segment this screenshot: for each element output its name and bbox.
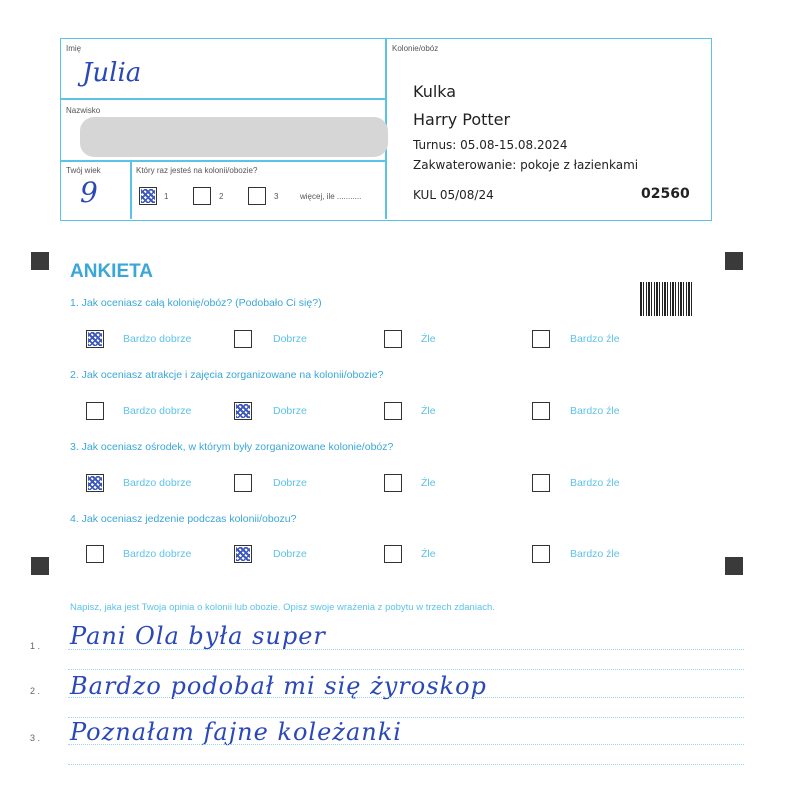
q3-option-bardzo-zle[interactable] bbox=[532, 474, 550, 492]
barcode bbox=[640, 282, 694, 316]
opinion-prompt: Napisz, jaka jest Twoja opinia o kolonii lub obozie. Opisz swoje wrażenia z pobytu w trzech zdaniach. bbox=[70, 602, 495, 613]
option-label: Bardzo źle bbox=[570, 405, 620, 417]
option-label: Dobrze bbox=[273, 477, 307, 489]
age-value[interactable]: 9 bbox=[80, 176, 98, 209]
camp-theme: Harry Potter bbox=[413, 110, 511, 129]
q3-option-bardzo-dobrze[interactable] bbox=[86, 474, 104, 492]
option-label: Bardzo dobrze bbox=[123, 405, 192, 417]
question-4: 4. Jak oceniasz jedzenie podczas kolonii/obozu? bbox=[70, 513, 297, 525]
dotted-line bbox=[68, 669, 744, 670]
q2-option-bardzo-dobrze[interactable] bbox=[86, 402, 104, 420]
surname-redaction bbox=[80, 117, 388, 157]
option-label: Bardzo dobrze bbox=[123, 548, 192, 560]
registration-marker bbox=[31, 557, 49, 575]
survey-title: ANKIETA bbox=[70, 261, 154, 282]
option-label: Bardzo dobrze bbox=[123, 333, 192, 345]
q2-option-zle[interactable] bbox=[384, 402, 402, 420]
question-3: 3. Jak oceniasz ośrodek, w którym były zorganizowane kolonie/obóz? bbox=[70, 441, 394, 453]
times-checkbox-3[interactable] bbox=[248, 187, 266, 205]
form-number: 02560 bbox=[641, 186, 690, 202]
header-col-divider bbox=[130, 160, 132, 219]
q4-option-zle[interactable] bbox=[384, 545, 402, 563]
registration-marker bbox=[725, 557, 743, 575]
name-label: Imię bbox=[66, 44, 82, 53]
q3-option-zle[interactable] bbox=[384, 474, 402, 492]
header-row-divider bbox=[60, 98, 386, 100]
question-2: 2. Jak oceniasz atrakcje i zajęcia zorganizowane na kolonii/obozie? bbox=[70, 369, 384, 381]
q4-option-bardzo-dobrze[interactable] bbox=[86, 545, 104, 563]
header-row-divider bbox=[60, 160, 386, 162]
q1-option-zle[interactable] bbox=[384, 330, 402, 348]
q1-option-bardzo-zle[interactable] bbox=[532, 330, 550, 348]
times-option-label: 2 bbox=[219, 192, 224, 201]
q4-option-dobrze[interactable] bbox=[234, 545, 252, 563]
camp-label: Kolonie/obóz bbox=[392, 44, 439, 53]
option-label: Bardzo źle bbox=[570, 548, 620, 560]
times-option-label: 1 bbox=[164, 192, 169, 201]
surname-label: Nazwisko bbox=[66, 106, 101, 115]
option-label: Bardzo źle bbox=[570, 333, 620, 345]
line-number: 1 . bbox=[30, 641, 41, 651]
times-checkbox-2[interactable] bbox=[193, 187, 211, 205]
times-label: Który raz jesteś na kolonii/obozie? bbox=[136, 166, 258, 175]
option-label: Źle bbox=[421, 405, 436, 417]
name-value[interactable]: Julia bbox=[82, 58, 142, 88]
option-label: Bardzo źle bbox=[570, 477, 620, 489]
option-label: Dobrze bbox=[273, 405, 307, 417]
option-label: Źle bbox=[421, 548, 436, 560]
option-label: Dobrze bbox=[273, 548, 307, 560]
registration-marker bbox=[31, 252, 49, 270]
dotted-line bbox=[68, 697, 744, 698]
line-number: 3 . bbox=[30, 733, 41, 743]
opinion-line-3[interactable]: Poznałam fajne koleżanki bbox=[70, 718, 402, 746]
camp-accommodation: Zakwaterowanie: pokoje z łazienkami bbox=[413, 158, 639, 172]
opinion-line-1[interactable]: Pani Ola była super bbox=[70, 622, 326, 650]
option-label: Źle bbox=[421, 477, 436, 489]
dotted-line bbox=[68, 744, 744, 745]
camp-name: Kulka bbox=[413, 82, 457, 101]
camp-code: KUL 05/08/24 bbox=[413, 188, 494, 202]
times-option-label: więcej, ile ........... bbox=[300, 192, 362, 201]
times-option-label: 3 bbox=[274, 192, 279, 201]
registration-marker bbox=[725, 252, 743, 270]
q1-option-dobrze[interactable] bbox=[234, 330, 252, 348]
question-1: 1. Jak oceniasz całą kolonię/obóz? (Podobało Ci się?) bbox=[70, 297, 322, 309]
q2-option-bardzo-zle[interactable] bbox=[532, 402, 550, 420]
camp-turnus: Turnus: 05.08-15.08.2024 bbox=[413, 138, 568, 152]
option-label: Bardzo dobrze bbox=[123, 477, 192, 489]
opinion-line-2[interactable]: Bardzo podobał mi się żyroskop bbox=[70, 672, 487, 700]
dotted-line bbox=[68, 649, 744, 650]
option-label: Źle bbox=[421, 333, 436, 345]
age-label: Twój wiek bbox=[66, 166, 101, 175]
q1-option-bardzo-dobrze[interactable] bbox=[86, 330, 104, 348]
option-label: Dobrze bbox=[273, 333, 307, 345]
line-number: 2 . bbox=[30, 686, 41, 696]
q2-option-dobrze[interactable] bbox=[234, 402, 252, 420]
q3-option-dobrze[interactable] bbox=[234, 474, 252, 492]
dotted-line bbox=[68, 764, 744, 765]
times-checkbox-1[interactable] bbox=[139, 187, 157, 205]
q4-option-bardzo-zle[interactable] bbox=[532, 545, 550, 563]
